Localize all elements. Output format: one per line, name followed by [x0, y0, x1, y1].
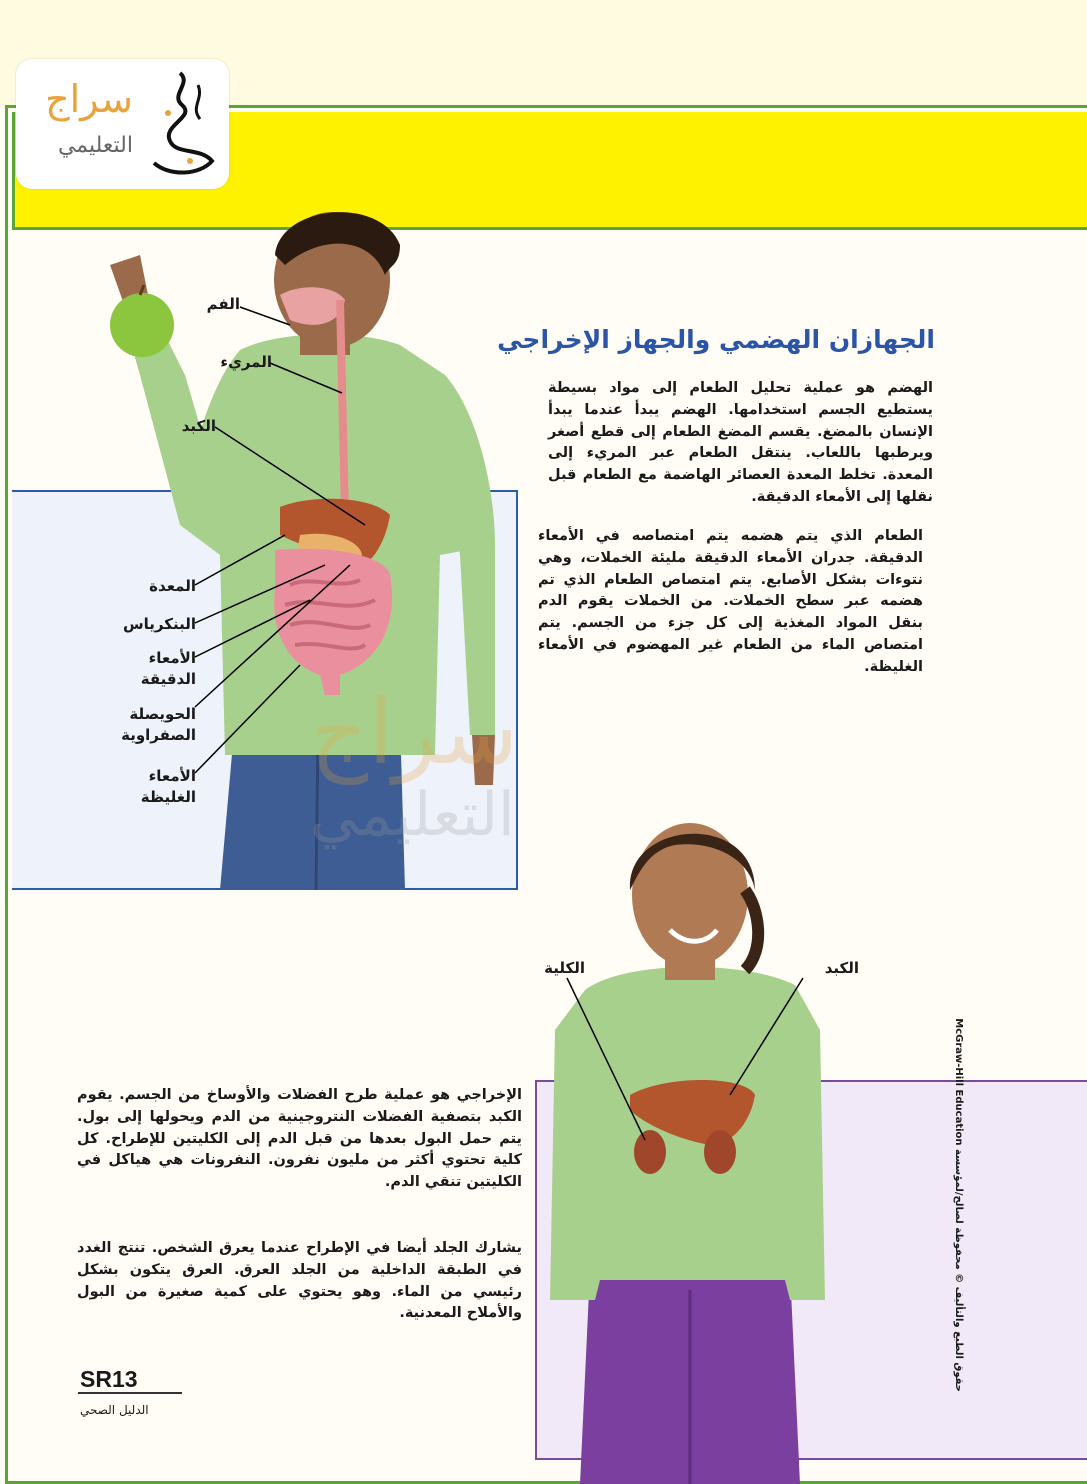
label-kidney: الكلية — [544, 959, 585, 977]
label-liver: الكبد — [181, 417, 216, 435]
page-code: SR13 — [80, 1366, 138, 1392]
logo-subtitle: التعليمي — [57, 133, 133, 158]
label-gallbladder: الحويصلة الصفراوية — [121, 705, 196, 744]
label-large-intestine: الأمعاء الغليظة — [140, 767, 196, 806]
copyright-text: حقوق الطبع والتأليف © محفوظة لصالح/لمؤسسة McGraw-Hill Education — [953, 1018, 964, 1392]
label-girl-liver: الكبد — [824, 959, 859, 977]
section-heading: الجهازان الهضمي والجهاز الإخراجي — [497, 325, 935, 354]
watermark-line-2: التعليمي — [310, 780, 515, 850]
digestive-paragraph-2: الطعام الذي يتم هضمه يتم امتصاصه في الأمعاء الدقيقة. جدران الأمعاء الدقيقة مليئة الخملات، وهي نتوءات بشكل الأصابع. يتم امتصاص الطعام الذي تم هضمه عبر سطح الخملات. من الخملات يقوم الدم بنقل المواد المغذية إلى كل جزء من الجسم. يتم امتصاص الماء من الطعام غير المهضوم في الأمعاء الغليظة. — [538, 528, 923, 675]
digestive-paragraph-1: الهضم هو عملية تحليل الطعام إلى مواد بسيطة يستطيع الجسم استخدامها. الهضم يبدأ عندما يبدأ الإنسان بالمضغ. يقسم المضغ الطعام إلى قطع أصغر ويرطبها باللعاب. ينتقل الطعام عبر المريء إلى المعدة. تخلط المعدة العصائر الهاضمة مع الطعام قبل نقلها إلى الأمعاء الدقيقة. — [548, 380, 933, 505]
label-small-intestine: الأمعاء الدقيقة — [140, 649, 196, 688]
label-mouth: الفم — [206, 295, 240, 313]
label-esophagus: المريء — [220, 353, 272, 371]
excretory-paragraph-1: الإخراجي هو عملية طرح الفضلات والأوساخ من الجسم. يقوم الكبد بتصفية الفضلات النتروجينية من الدم ويحولها إلى بول. يتم حمل البول بعدها من قبل الدم إلى الكليتين للإطراح. كل كلية تحتوي أكثر من مليون نفرون. النفرونات هي هياكل في الكليتين تنقي الدم. — [77, 1087, 522, 1191]
page-title: الدليل الصحي — [80, 1403, 149, 1417]
label-pancreas: البنكرياس — [122, 615, 196, 633]
logo-name: سراج — [45, 77, 133, 121]
calligraphy-logo-icon — [140, 65, 226, 183]
apple-icon — [110, 293, 174, 357]
girl-excretory-system-illustration — [545, 800, 845, 1484]
page-code-divider — [78, 1392, 182, 1394]
copyright-notice — [946, 972, 966, 1392]
excretory-paragraph-2: يشارك الجلد أيضا في الإطراح عندما يعرق الشخص. تنتج الغدد في الطبقة الداخلية من الجلد العرق. العرق يتكون بشكل رئيسي من الماء. وهو يحتوي على كمية صغيرة من البول والأملاح المعدنية. — [77, 1240, 522, 1322]
siraj-logo — [16, 59, 229, 189]
label-stomach: المعدة — [149, 577, 196, 595]
watermark-line-1: سراج — [310, 680, 519, 785]
